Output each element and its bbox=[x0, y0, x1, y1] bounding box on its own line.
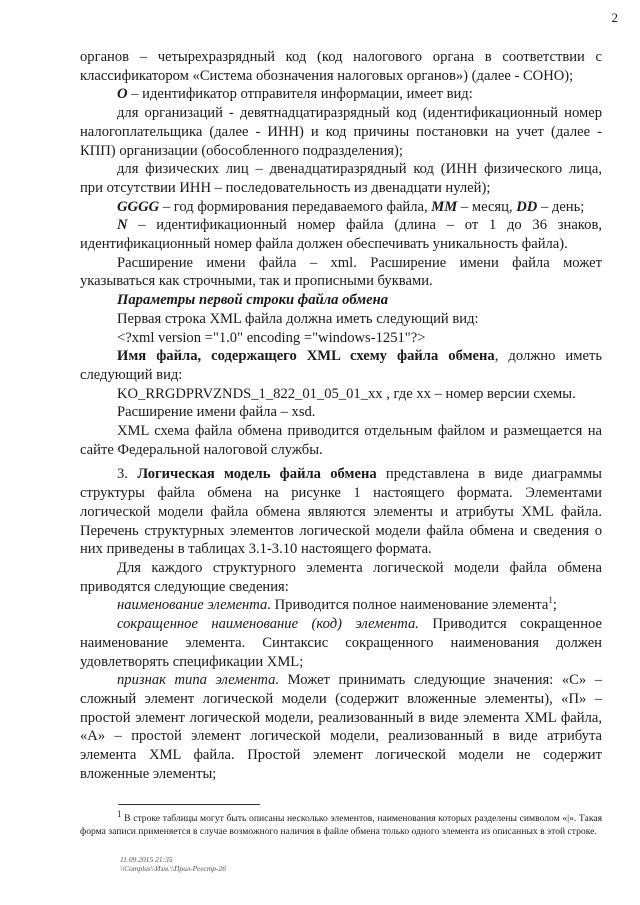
footnote-marker: 1 bbox=[117, 808, 122, 819]
text: XML схема файла обмена приводится отдельным файлом и размещается на сайте Федеральной налоговой службы. bbox=[80, 423, 602, 458]
paragraph bbox=[80, 48, 602, 85]
paragraph bbox=[80, 85, 602, 104]
footnote-separator bbox=[118, 804, 260, 805]
stamp-path: \\Complus\\Изм.\\Прил-Реестр-26 bbox=[120, 864, 227, 873]
print-stamp bbox=[120, 855, 226, 873]
page-number: 2 bbox=[611, 10, 618, 25]
paragraph bbox=[80, 198, 602, 217]
term: MM bbox=[431, 198, 458, 215]
text: – месяц, bbox=[457, 198, 517, 215]
text: – день; bbox=[537, 198, 585, 215]
text: для физических лиц – двенадцатиразрядный код (ИНН физического лица, при отсутствии ИНН – последовательность из двенадцати нулей); bbox=[80, 161, 602, 196]
text: Расширение имени файла – xsd. bbox=[117, 404, 316, 421]
text: представлена в виде диаграммы структуры файла обмена на рисунке 1 настоящего формата. Элементами логической модели файла обмена являются элементы и атрибуты XML файла. Перечень структурных элементов логической модели файла обмена и сведения о них приведены в таблицах 3.1-3.10 настоящего формата. bbox=[80, 466, 602, 558]
term: наименование элемента. bbox=[117, 597, 271, 614]
text: – идентификационный номер файла (длина – от 1 до 36 знаков, идентификационный номер файла должен обеспечивать уникальность файла). bbox=[80, 217, 602, 253]
term: DD bbox=[516, 198, 538, 215]
paragraph bbox=[80, 403, 602, 422]
text: Приводится сокращенное наименование элемента. Синтаксис сокращенного наименования должен удовлетворять спецификации XML; bbox=[80, 616, 602, 670]
paragraph bbox=[80, 671, 602, 783]
xml-declaration: <?xml version ="1.0" encoding ="windows-1251"?> bbox=[117, 329, 426, 346]
paragraph bbox=[80, 596, 602, 615]
term: О bbox=[117, 86, 128, 103]
paragraph bbox=[80, 160, 602, 197]
term: N bbox=[117, 217, 128, 234]
paragraph bbox=[80, 329, 602, 348]
paragraph bbox=[80, 559, 602, 596]
text: Приводится полное наименование элемента bbox=[270, 597, 549, 614]
term: Имя файла, содержащего XML схему файла обмена bbox=[117, 348, 495, 365]
text: для организаций - девятнадцатиразрядный код (идентификационный номер налогоплательщика (далее - ИНН) и код причины постановки на учет (далее - КПП) организации (обособленного подразделения); bbox=[80, 105, 602, 159]
term: Логическая модель файла обмена bbox=[137, 466, 377, 483]
paragraph bbox=[80, 465, 602, 559]
text: ; bbox=[552, 597, 557, 614]
paragraph bbox=[80, 216, 602, 253]
paragraph bbox=[80, 104, 602, 160]
term: сокращенное наименование (код) элемента. bbox=[117, 616, 419, 633]
text: Расширение имени файла – xml. Расширение имени файла может указываться как строчными, так и прописными буквами. bbox=[80, 254, 602, 290]
text: Первая строка XML файла должна иметь следующий вид: bbox=[117, 310, 479, 327]
term: GGGG bbox=[117, 198, 160, 215]
paragraph bbox=[80, 615, 602, 671]
paragraph bbox=[80, 385, 602, 404]
text: – год формирования передаваемого файла, bbox=[159, 198, 432, 215]
paragraph bbox=[80, 254, 602, 291]
text: 3. bbox=[117, 466, 138, 483]
text: В строке таблицы могут быть описаны несколько элементов, наименования которых разделены символом «|». Такая форма записи применяется в случае возможного наличия в файле обмена только одного элемента из описанных в этой строке. bbox=[80, 813, 602, 837]
paragraph bbox=[80, 347, 602, 384]
heading-text: Параметры первой строки файла обмена bbox=[117, 292, 389, 309]
footnote-text bbox=[80, 808, 602, 838]
text: Может принимать следующие значения: «С» – сложный элемент логической модели (содержит вложенные элементы), «П» – простой элемент логической модели, реализованный в виде элемента XML файла, «А» – простой элемент логической модели, реализованный в виде атрибута элемента XML файла. Простой элемент логической модели не содержит вложенные элементы; bbox=[80, 672, 602, 782]
section-heading bbox=[80, 291, 602, 310]
text: , должно иметь следующий вид: bbox=[80, 348, 602, 383]
text: – идентификатор отправителя информации, имеет вид: bbox=[127, 86, 473, 103]
footnote bbox=[80, 808, 602, 838]
schema-filename: KO_RRGDPRVZNDS_1_822_01_05_01_xx , где xx – номер версии схемы. bbox=[117, 385, 576, 402]
footnote-ref: 1 bbox=[548, 595, 553, 606]
term: признак типа элемента. bbox=[117, 672, 280, 689]
paragraph bbox=[80, 310, 602, 329]
text: органов – четырехразрядный код (код налогового органа в соответствии с классификатором «Система обозначения налоговых органов») (далее - СОНО); bbox=[80, 49, 602, 84]
text: Для каждого структурного элемента логической модели файла обмена приводятся следующие сведения: bbox=[80, 559, 602, 595]
stamp-date: 11.09.2015 21:35 bbox=[120, 855, 173, 864]
paragraph bbox=[80, 422, 602, 459]
document-body bbox=[80, 48, 602, 783]
